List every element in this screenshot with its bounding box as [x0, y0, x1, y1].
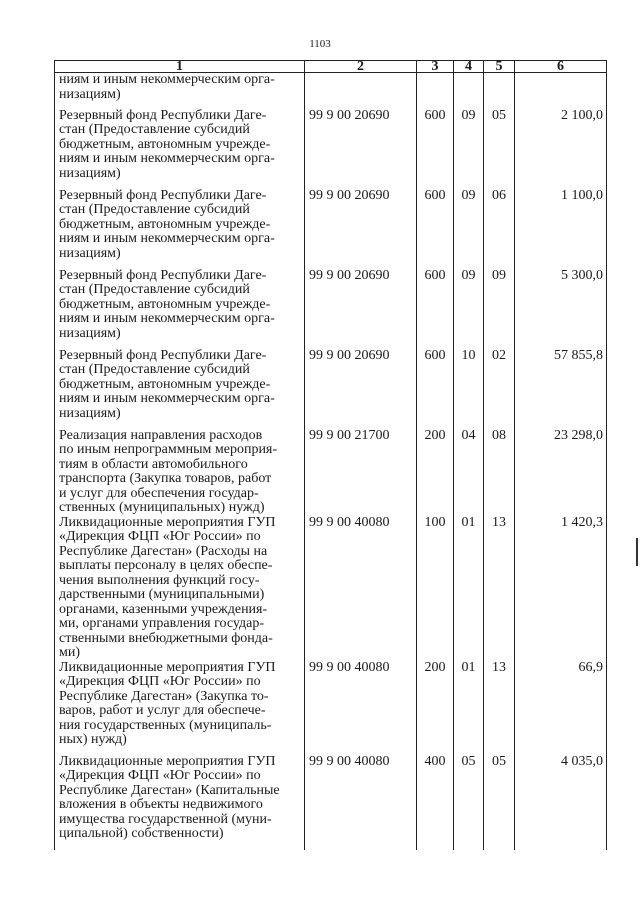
expense-description: Резервный фонд Республики Даге- стан (Предоставление субсидий бюджетным, автономным учрежде- ниям и иным некоммерческим орга- низациям) [55, 349, 305, 429]
table-row [55, 429, 607, 516]
column-header-2: 2 [305, 61, 417, 73]
expense-type-code [417, 73, 454, 109]
subsection-code: 13 [484, 516, 515, 661]
target-article-code: 99 9 00 40080 [305, 755, 417, 850]
amount-value: 23 298,0 [515, 429, 607, 516]
subsection-code: 05 [484, 109, 515, 189]
expense-type-code: 200 [417, 661, 454, 755]
section-code [454, 73, 484, 109]
section-code: 09 [454, 109, 484, 189]
expense-description: Ликвидационные мероприятия ГУП «Дирекция ФЦП «Юг России» по Республике Дагестан» (Расходы на выплаты персоналу в целях обеспе- чения выполнения функций госу- дарственными (муниципальными) органами, казенными учреждения- ми, органами управления государ- ственными внебюджетными фонда- ми) [55, 516, 305, 661]
column-header-1: 1 [55, 61, 305, 73]
table-row [55, 189, 607, 269]
section-code: 04 [454, 429, 484, 516]
expense-type-code: 600 [417, 109, 454, 189]
target-article-code: 99 9 00 20690 [305, 349, 417, 429]
expense-type-code: 400 [417, 755, 454, 850]
section-code: 05 [454, 755, 484, 850]
amount-value: 1 100,0 [515, 189, 607, 269]
target-article-code: 99 9 00 20690 [305, 189, 417, 269]
expense-description: Ликвидационные мероприятия ГУП «Дирекция ФЦП «Юг России» по Республике Дагестан» (Закупка то- варов, работ и услуг для обеспече- ния государственных (муниципаль- ных) нужд) [55, 661, 305, 755]
column-header-4: 4 [454, 61, 484, 73]
section-code: 09 [454, 189, 484, 269]
expense-description: Резервный фонд Республики Даге- стан (Предоставление субсидий бюджетным, автономным учрежде- ниям и иным некоммерческим орга- низациям) [55, 109, 305, 189]
target-article-code: 99 9 00 20690 [305, 109, 417, 189]
column-header-5: 5 [484, 61, 515, 73]
expense-description: Резервный фонд Республики Даге- стан (Предоставление субсидий бюджетным, автономным учрежде- ниям и иным некоммерческим орга- низациям) [55, 269, 305, 349]
subsection-code: 02 [484, 349, 515, 429]
table-row [55, 661, 607, 755]
subsection-code: 06 [484, 189, 515, 269]
expense-type-code: 600 [417, 269, 454, 349]
column-header-6: 6 [515, 61, 607, 73]
section-code: 01 [454, 516, 484, 661]
expense-description: ниям и иным некоммерческим орга- низациям) [55, 73, 305, 109]
target-article-code: 99 9 00 40080 [305, 516, 417, 661]
expense-type-code: 200 [417, 429, 454, 516]
amount-value: 2 100,0 [515, 109, 607, 189]
amount-value: 66,9 [515, 661, 607, 755]
budget-table [54, 60, 607, 850]
expense-type-code: 600 [417, 189, 454, 269]
amount-value: 5 300,0 [515, 269, 607, 349]
table-row [55, 269, 607, 349]
amount-value: 1 420,3 [515, 516, 607, 661]
subsection-code: 05 [484, 755, 515, 850]
table-body [55, 73, 607, 850]
table-row [55, 73, 607, 109]
amount-value: 4 035,0 [515, 755, 607, 850]
amount-value: 57 855,8 [515, 349, 607, 429]
expense-description: Ликвидационные мероприятия ГУП «Дирекция ФЦП «Юг России» по Республике Дагестан» (Капитальные вложения в объекты недвижимого имущества государственной (муни- ципальной) собственности) [55, 755, 305, 850]
target-article-code: 99 9 00 21700 [305, 429, 417, 516]
expense-type-code: 100 [417, 516, 454, 661]
subsection-code: 13 [484, 661, 515, 755]
section-code: 01 [454, 661, 484, 755]
subsection-code: 09 [484, 269, 515, 349]
section-code: 10 [454, 349, 484, 429]
expense-type-code: 600 [417, 349, 454, 429]
table-row [55, 349, 607, 429]
scan-edge-mark [636, 538, 638, 566]
table-row [55, 516, 607, 661]
subsection-code: 08 [484, 429, 515, 516]
column-header-3: 3 [417, 61, 454, 73]
table-row [55, 109, 607, 189]
header-row [55, 61, 607, 73]
target-article-code: 99 9 00 40080 [305, 661, 417, 755]
page-number: 1103 [309, 38, 331, 50]
amount-value [515, 73, 607, 109]
section-code: 09 [454, 269, 484, 349]
expense-description: Резервный фонд Республики Даге- стан (Предоставление субсидий бюджетным, автономным учрежде- ниям и иным некоммерческим орга- низациям) [55, 189, 305, 269]
table-row [55, 755, 607, 850]
target-article-code: 99 9 00 20690 [305, 269, 417, 349]
target-article-code [305, 73, 417, 109]
subsection-code [484, 73, 515, 109]
expense-description: Реализация направления расходов по иным непрограммным мероприя- тиям в области автомобильного транспорта (Закупка товаров, работ и услуг для обеспечения государ- ственных (муниципальных) нужд) [55, 429, 305, 516]
